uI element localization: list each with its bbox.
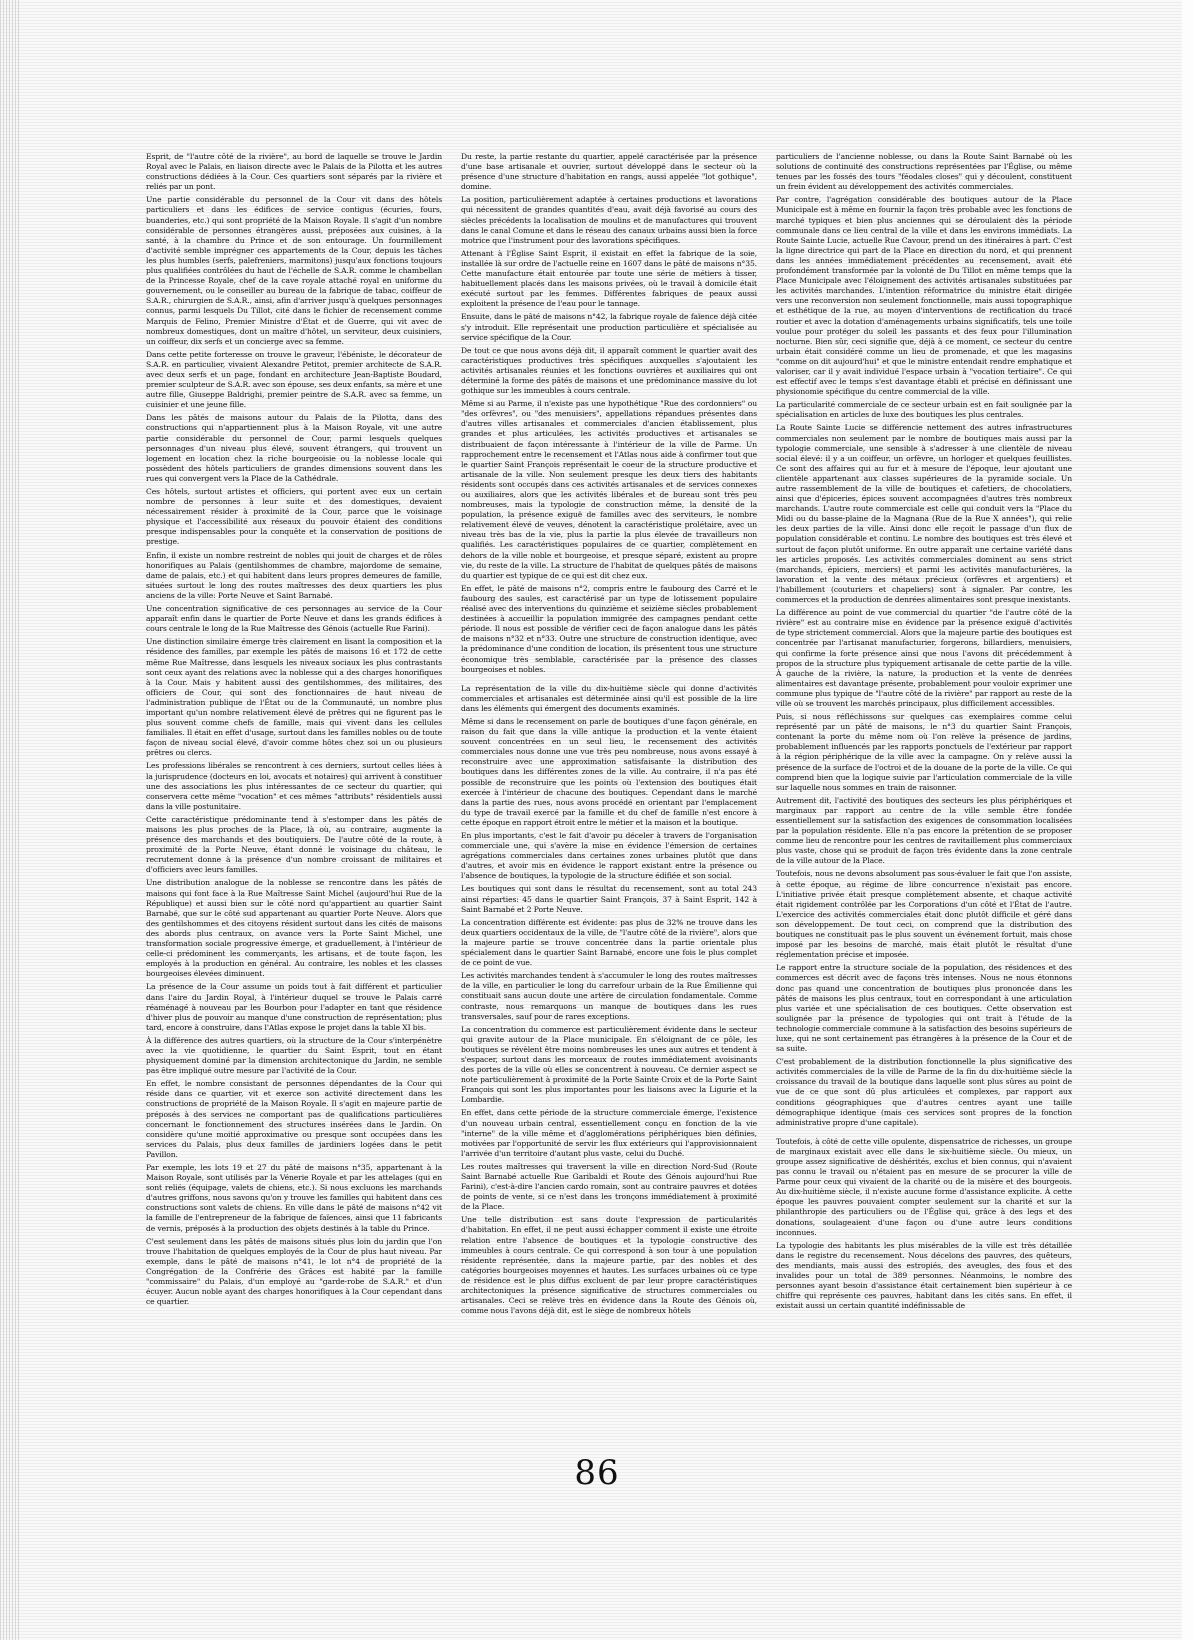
paragraph: En effet, le pâté de maisons n°2, compris entre le faubourg des Carré et le faubourg des saules, est caractérisé par un type de lotissement populaire réalisé avec des interventions du quinzième et seizième siècles probablement destinées à accueillir la population immigrée des campagnes pendant cette période. Il nous est possible de vérifier ceci de façon analogue dans les pâtés de maisons n°32 et n°33. Outre une structure de construction identique, avec la prédominance d'une condition de location, ils présentent tous une structure économique très semblable, caractérisée par la présence des classes bourgeoises et nobles. [461, 583, 757, 674]
paragraph: Dans les pâtés de maisons autour du Palais de la Pilotta, dans des constructions qui n'appartiennent plus à la Maison Royale, vit une autre partie considérable du personnel de Cour, parmi lesquels quelques personnages d'un niveau plus élevé, souvent étrangers, qui trouvent un logement en location chez la riche bourgeoisie ou la noblesse locale qui possèdent des hôtels particuliers de grandes dimensions souvent dans les rues qui convergent vers la Place de la Cathédrale. [146, 413, 442, 483]
paragraph: Une concentration significative de ces personnages au service de la Cour apparaît enfin dans le quartier de Porte Neuve et dans les grands édifices à cours centrale le long de la Rue Maîtresse des Génois (actuelle Rue Farini). [146, 604, 442, 634]
paragraph: Dans cette petite forteresse on trouve le graveur, l'ébéniste, le décorateur de S.A.R. en particulier, vivaient Alexandre Petitot, premier architecte de S.A.R. avec deux serfs et un page, fondant en architecture Jean-Baptiste Boudard, premier sculpteur de S.A.R. avec son épouse, ses deux enfants, sa mère et une autre fille, Giuseppe Baldrighi, premier peintre de S.A.R. avec sa femme, un cuisinier et une jeune fille. [146, 349, 442, 410]
page-number: 86 [574, 1453, 620, 1493]
paragraph: C'est probablement de la distribution fonctionnelle la plus significative des activités commerciales de la ville de Parme de la fin du dix-huitième siècle la croissance du travail de la boutique dans laquelle sont plus sûres au point de vue de ce que sont dû plus articulées et complexes, par rapport aux conditions géographiques que d'autres centres ayant une taille démographique identique (mais ces services sont propres de la fonction administrative propre d'une capitale). [776, 1057, 1072, 1127]
paragraph: Même si au Parme, il n'existe pas une hypothétique "Rue des cordonniers" ou "des orfèvres", ou "des menuisiers", appellations répandues présentes dans d'autres villes artisanales et commerciales d'ancien établissement, plus grandes et plus articulées, les activités productives et artisanales se distribuaient de façon intéressante à l'intérieur de la ville de Parme. Un rapprochement entre le recensement et l'Atlas nous aide à confirmer tout que le quartier Saint François représentait le coeur de la structure productive et artisanale de la ville. Non seulement presque les deux tiers des habitants résidents sont occupés dans ces activités artisanales et de services connexes ou auxiliaires, alors que les activités libérales et de bureau sont très peu nombreuses, mais la typologie de construction même, la densité de la population, la présence exiguë de familles avec des serviteurs, le nombre relativement élevé de veuves, dénotent la caractéristique prolétaire, avec un niveau très bas de la vie, plus la partie la plus élevée de travailleurs non qualifiés. Les caractéristiques populaires de ce quartier, complètement en dehors de la ville noble et bourgeoise, et presque séparé, existent au propre vie, du reste de la ville. La structure de l'habitat de quelques pâtés de maisons du quartier est typique de ce qui est dit chez eux. [461, 399, 757, 580]
scan-left-edge [0, 0, 20, 1640]
paragraph: La particularité commerciale de ce secteur urbain est en fait soulignée par la spécialisation en articles de luxe des boutiques les plus centrales. [776, 400, 1072, 420]
paragraph: Une partie considérable du personnel de la Cour vit dans des hôtels particuliers et dans les édifices de service contigus (écuries, fours, buanderies, etc.) qui sont propriété de la Maison Royale. Il s'agit d'un nombre considérable de personnes étrangères aussi, préposées aux cuisines, à la santé, à la chambre du Prince et de son entourage. Un fourmillement d'activité semble imprégner ces appartements de la Cour, depuis les tâches les plus humbles (serfs, palefreniers, marmitons) jusqu'aux fonctions toujours plus qualifiées contrôlées du haut de l'échelle de S.A.R. comme le chambellan de la Princesse Royale, chef de la cave royale attaché royal en uniforme du gouvernement, ou le conseiller au bureau de la fabrique de tabac, coiffeur de S.A.R., chirurgien de S.A.R., ainsi, afin d'arriver jusqu'à quelques personnages connus, parmi lesquels Du Tillot, cité dans le fichier de recensement comme Marquis de Felino, Premier Ministre d'État et de Guerre, qui vit avec de nombreux domestiques, dont un maître d'hôtel, un serviteur, deux cuisiniers, un coiffeur, dix serfs et un concierge avec sa femme. [146, 195, 442, 346]
paragraph: De tout ce que nous avons déjà dit, il apparaît comment le quartier avait des caractéristiques productives très spécifiques auxquelles s'ajoutaient les activités artisanales réunies et les fonctions ouvrières et auxiliaires qui ont déterminé la forme des pâtés de maisons et une prédominance massive du lot gothique sur les immeubles à cours centrale. [461, 345, 757, 396]
paragraph: En effet, le nombre consistant de personnes dépendantes de la Cour qui réside dans ce quartier, vit et exerce son activité directement dans les constructions de propriété de la Maison Royale. Il s'agit en majeure partie de préposés à des services ne comportant pas de qualifications particulières concernant le fonctionnement des structures insérées dans le Jardin. On considère qu'une moitié approximative ou presque sont occupées dans les services du Palais, plus deux familles de jardiniers logées dans le petit Pavillon. [146, 1079, 442, 1159]
paragraph: Par exemple, les lots 19 et 27 du pâté de maisons n°35, appartenant à la Maison Royale, sont utilisés par la Vénerie Royale et par les attelages (qui en sont reliés (équipage, valets de chiens, etc.). Si nous excluons les marchands d'autres griffons, nous savons qu'on y trouve les familles qui habitent dans ces constructions sont valets de chiens. En ville dans le pâté de maisons n°42 vit la famille de l'entrepreneur de la fabrique de faïences, ainsi que 11 fabricants de vernis, préposés à la production des objets destinés à la table du Prince. [146, 1163, 442, 1233]
paragraph: La présence de la Cour assume un poids tout à fait différent et particulier dans l'aire du Jardin Royal, à l'intérieur duquel se trouve le Palais carré réaménagé à nouveau par les Bourbon pour l'adapter en tant que résidence d'hiver plus de pouvoir au manque d'une construction de représentation; plus tard, encore à construire, dans l'Atlas expose le projet dans la table XI bis. [146, 982, 442, 1032]
paragraph: Ces hôtels, surtout artistes et officiers, qui portent avec eux un certain nombre de personnes à leur suite et des domestiques, devaient nécessairement résider à proximité de la Cour, parce que le voisinage physique et l'accessibilité aux réseaux du pouvoir étaient des conditions presque indispensables pour la conquête et la conservation de positions de prestige. [146, 487, 442, 547]
paragraph: Autrement dit, l'activité des boutiques des secteurs les plus périphériques et marginaux par rapport au centre de la ville semble être fondée essentiellement sur la satisfaction des exigences de consommation localisées par la population résidente. Elle n'a pas encore la prétention de se proposer comme lieu de rencontre pour les centres de ravitaillement plus commerciaux plus vaste, chose qui se produit de façon très évidente dans la zone centrale de la ville autour de la Place. [776, 795, 1072, 866]
paragraph: Puis, si nous réfléchissons sur quelques cas exemplaires comme celui représenté par un pâté de maisons, le n°3 du quartier Saint François, contenant la porte du même nom où l'on relève la présence de jardins, probablement influencés par les rapports ponctuels de l'extérieur par rapport à la région périphérique de la ville avec la campagne. On y relève aussi la présence de la surface de l'octroi et de la douane de la porte de la ville. Ce qui comprend bien que la logique suivie par l'articulation commerciale de la ville sur laquelle nous sommes en train de raisonner. [776, 712, 1072, 792]
paragraph: Toutefois, à côté de cette ville opulente, dispensatrice de richesses, un groupe de marginaux existait avec elle dans le six-huitième siècle. Ou mieux, un groupe assez significative de déshérités, exclus et bien connus, qui n'avaient pas connu le travail ou n'étaient pas en mesure de se procurer la ville de Parme pour ceux qui vivaient de la charité ou de la misère et des bourgeois. Au dix-huitième siècle, il n'existe aucune forme d'assistance explicite. À cette époque les pauvres pouvaient compter seulement sur la charité et sur la philanthropie des particuliers ou de l'Église qui, grâce à des legs et des donations, soulageaient d'une façon ou d'une autre leurs conditions inconnues. [776, 1136, 1072, 1237]
paragraph: Esprit, de "l'autre côté de la rivière", au bord de laquelle se trouve le Jardin Royal avec le Palais, en liaison directe avec le Palais de la Pilotta et les autres constructions dédiées à la Cour. Ces quartiers sont séparés par la rivière et reliés par un pont. [146, 152, 442, 192]
paragraph: La concentration du commerce est particulièrement évidente dans le secteur qui gravite autour de la Place municipale. En s'éloignant de ce pôle, les boutiques se révèlent être moins nombreuses les unes aux autres et tendent à s'espacer, surtout dans les morceaux de routes immédiatement avoisinants des portes de la ville où elles se concentrent à nouveau. Ce dernier aspect se note particulièrement à proximité de la Porte Sainte Croix et de la Porte Saint François qui sont les plus importantes pour les liaisons avec la Ligurie et la Lombardie. [461, 1024, 757, 1105]
paragraph: La concentration différente est évidente: pas plus de 32% ne trouve dans les deux quartiers occidentaux de la ville, de "l'autre côté de la rivière", alors que la majeure partie se trouve concentrée dans la partie orientale plus spécialement dans le quartier Saint Barnabé, encore une fois le plus complet de ce point de vue. [461, 917, 757, 968]
paragraph: Le rapport entre la structure sociale de la population, des résidences et des commerces est décrit avec de façons très intenses. Nous ne nous étonnons donc pas quand une concentration de boutiques plus prononcée dans les pâtés de maisons les plus centraux, tout en correspondant à une articulation plus variée et une spécialisation de ces boutiques. Cette observation est soulignée par la présence de typologies qui ont trait à l'étude de la technologie commerciale commune à la satisfaction des besoins supérieurs de luxe, qui ne sont certainement pas étrangères à la présence de la Cour et de sa suite. [776, 963, 1072, 1054]
paragraph: Ensuite, dans le pâté de maisons n°42, la fabrique royale de faïence déjà citée s'y introduit. Elle représentait une production particulière et spécialisée au service spécifique de la Cour. [461, 312, 757, 342]
paragraph: Les boutiques qui sont dans le résultat du recensement, sont au total 243 ainsi réparties: 45 dans le quartier Saint François, 37 à Saint Esprit, 142 à Saint Barnabé et 2 Porte Neuve. [461, 884, 757, 914]
paragraph: Même si dans le recensement on parle de boutiques d'une façon générale, en raison du fait que dans la ville antique la production et la vente étaient souvent concentrées en un seul lieu, le recensement des activités commerciales nous donne une vue très peu nombreuse, nous avons essayé à reconstruire avec une approximation satisfaisante la distribution des boutiques dans les différentes zones de la ville. Au contraire, il n'a pas été possible de reconstruire que les points où l'extension des boutiques était exercée à l'intérieur de chacune des boutiques. Cependant dans le marché dans la partie des rues, nous avons procédé en orientant par l'emplacement du type de travail exercé par la famille et du chef de famille n'est encore à cette époque en rapport étroit entre le métier et la maison et la boutique. [461, 716, 757, 827]
paragraph: En effet, dans cette période de la structure commerciale émerge, l'existence d'un nouveau urbain central, essentiellement conçu en fonction de la vie "interne" de la ville même et d'agglomérations périphériques bien définies, motivées par l'opportunité de servir les flux extérieurs qui l'approvisionnaient l'arrivée d'un territoire d'autant plus vaste, celui du Duché. [461, 1108, 757, 1158]
page-body [146, 152, 1072, 1512]
scan-right-edge [1182, 0, 1194, 1640]
paragraph: Les activités marchandes tendent à s'accumuler le long des routes maîtresses de la ville, en particulier le long du carrefour urbain de la Rue Émilienne qui constituait sans aucun doute une artère de circulation fondamentale. Comme contraste, nous remarquons un manque de boutiques dans les rues transversales, sauf pour de rares exceptions. [461, 971, 757, 1021]
paragraph: Cette caractéristique prédominante tend à s'estomper dans les pâtés de maisons les plus proches de la Place, là où, au contraire, augmente la présence des marchands et des boutiquiers. De l'autre côté de la route, à proximité de la Porte Neuve, étant donné le voisinage du château, le recrutement donne à la présence d'un nombre croissant de militaires et d'officiers avec leurs familles. [146, 814, 442, 875]
paragraph: particuliers de l'ancienne noblesse, ou dans la Route Saint Barnabé où les solutions de continuité des constructions représentées par l'Église, ou même tenues par les fossés des tours "féodales closes" qui y découlent, constituent un frein évident au développement des activités commerciales. [776, 152, 1072, 192]
paragraph: La différence au point de vue commercial du quartier "de l'autre côté de la rivière" est au contraire mise en évidence par la présence exiguë d'activités de type strictement commercial. Alors que la majeure partie des boutiques est concentrée par l'artisanat manufacturier, forgerons, billardiers, menuisiers, qui confirme la forte présence ainsi que nous l'avons dit précédemment à propos de la structure plus typiquement artisanale de cette partie de la ville. À gauche de la rivière, la nature, la production et la vente de denrées alimentaires est davantage présente, probablement pour vouloir exprimer une commune plus typique de "l'autre côté de la rivière" par rapport au reste de la ville où se trouvent les marchés principaux, plus difficilement accessibles. [776, 608, 1072, 708]
paragraph: Toutefois, nous ne devons absolument pas sous-évaluer le fait que l'on assiste, à cette époque, au régime de libre concurrence n'existait pas encore. L'initiative privée était presque complètement absente, et chaque activité était rigidement contrôlée par les Corporations d'un côté et l'État de l'autre. L'exercice des activités commerciales était donc plutôt difficile et géré dans son développement. De tout ceci, on comprend que la distribution des boutiques ne constituait pas le plus souvent un événement fortuit, mais chose imposé par les besoins de marché, mais était plutôt le résultat d'une réglementation précise et imposée. [776, 869, 1072, 960]
paragraph: Une telle distribution est sans doute l'expression de particularités d'habitation. En effet, il ne peut aussi échapper comment il existe une étroite relation entre l'absence de boutiques et la typologie constructive des immeubles à cours centrale. Ce qui correspond à son tour à une population résidente représentée, dans la majeure partie, par des nobles et des catégories bourgeoises moyennes et hautes. Les surfaces urbaines où ce type de résidence est le plus diffus excluent de par leur propre caractéristiques architectoniques la présence significative de structures commerciales ou artisanales. Ceci se relève très en évidence dans la Route des Génois où, comme nous l'avons déjà dit, est le siège de nombreux hôtels [461, 1215, 757, 1316]
paragraph: La position, particulièrement adaptée à certaines productions et lavorations qui nécessitent de grandes quantités d'eau, avait déjà favorisé au cours des siècles précédents la localisation de moulins et de manufactures qui trouvent dans le canal Comune et dans le réseau des canaux urbains aussi bien la force motrice que l'instrument pour des lavorations spécifiques. [461, 195, 757, 245]
paragraph: Attenant à l'Église Saint Esprit, il existait en effet la fabrique de la soie, installée là sur ordre de l'actuelle reine en 1607 dans le pâté de maisons n°35. Cette manufacture était entourée par toute une série de métiers à tisser, habituellement placés dans les maisons privées, où le travail à domicile était exécuté surtout par les femmes. Différentes fabriques de peaux aussi exploitent la présence de l'eau pour le tannage. [461, 248, 757, 309]
paragraph: Les routes maîtresses qui traversent la ville en direction Nord-Sud (Route Saint Barnabé actuelle Rue Garibaldi et Route des Génois aujourd'hui Rue Farini), c'est-à-dire l'ancien cardo romain, sont au contraire pauvres et dotées de points de vente, si ce n'est dans les tronçons immédiatement à proximité de la Place. [461, 1161, 757, 1212]
text-column-1 [146, 152, 442, 1512]
paragraph: Enfin, il existe un nombre restreint de nobles qui jouit de charges et de rôles honorifiques au Palais (gentilshommes de chambre, majordome de semaine, dame de palais, etc.) et qui habitent dans leurs propres demeures de famille, situées surtout le long des routes maîtresses des deux quartiers les plus anciens de la ville: Porte Neuve et Saint Barnabé. [146, 550, 442, 600]
paragraph: Une distinction similaire émerge très clairement en lisant la composition et la résidence des familles, par exemple les pâtés de maisons 16 et 172 de cette même Rue Maîtresse, dans lesquels les niveaux sociaux les plus contrastants sont ceux ayant des relations avec la noblesse qui a des charges honorifiques à la Cour. Mais y habitent aussi des gentilshommes, des militaires, des officiers de Cour, qui sont des fonctionnaires de haut niveau de l'administration publique de l'État ou de la Communauté, un nombre plus important qu'un nombre relativement élevé de prêtres qui ne figurent pas le plus souvent comme chefs de famille, mais qui vivent dans les cellules familiales. Il était en effet d'usage, surtout dans les familles nobles ou de toute façon de niveau social élevé, d'avoir comme hôtes chez soi un ou plusieurs prêtres ou clercs. [146, 637, 442, 758]
paragraph: Une distribution analogue de la noblesse se rencontre dans les pâtés de maisons qui font face à la Rue Maîtresse Saint Michel (aujourd'hui Rue de la République) et aussi bien sur le côté nord qu'appartient au quartier Saint Barnabé, que sur le côté sud appartenant au quartier Porte Neuve. Alors que des gentilshommes et des citoyens résident surtout dans les cités de maisons des abords plus centraux, on avance vers la Porte Saint Michel, une transformation sociale progressive émerge, et graduellement, à l'intérieur de celle-ci prédominent les commerçants, les artisans, et de toute façon, les employés à la production en général. Au contraire, les nobles et les classes bourgeoises élevées diminuent. [146, 878, 442, 979]
paragraph: La Route Sainte Lucie se différencie nettement des autres infrastructures commerciales non seulement par le nombre de boutiques mais aussi par la typologie commerciale, une sensible à s'adresser à une clientèle de niveau social élevé: il y a un coiffeur, un orfèvre, un horloger et quelques feuillistes. Ce sont des affaires qui au fur et à mesure de l'époque, leur ajoutant une clientèle appartenant aux classes supérieures de la pyramide sociale. Un autre rassemblement de la ville de boutiques et cafetiers, de chocolatiers, ainsi que d'épiceries, épices souvent accompagnées d'autres très nombreux marchands. L'autre route commerciale est celle qui conduit vers la "Place du Midi ou du basse-plaine de la Magnana (Rue de la Rue X années"), qui relie les deux parties de la ville. Ainsi donc elle reçoit le passage d'un flux de population considérable et continu. Le nombre des boutiques est très élevé et surtout de façon plutôt uniforme. En outre apparaît une certaine variété dans les articles proposés. Les activités commerciales dominent au sens strict (marchands, épiciers, merciers) et parmi les activités manufacturières, la lavoration et la vente des métaux précieux (orfèvres et argentiers) et l'habillement (couturiers et chapeliers) sont à signaler. Par contre, les commerces et la production de denrées alimentaires sont presque inexistants. [776, 423, 1072, 605]
paragraph: En plus importants, c'est le fait d'avoir pu déceler à travers de l'organisation commerciale une, qui s'avère la mise en évidence l'émersion de certaines agrégations commerciales dans certaines zones urbaines plutôt que dans d'autres, et avoir mis en évidence le rapport existant entre la présence ou l'absence de boutiques, la typologie de la structure édifiée et son social. [461, 831, 757, 881]
paragraph: Du reste, la partie restante du quartier, appelé caractérisée par la présence d'une base artisanale et ouvrier, surtout développé dans le secteur où la présence d'une structure d'habitation en rangs, aussi appelée "lot gothique", domine. [461, 152, 757, 192]
paragraph: La représentation de la ville du dix-huitième siècle qui donne d'activités commerciales et artisanales est déterminée ainsi qu'il est possible de la lire dans les éléments qui émergent des documents examinés. [461, 683, 757, 713]
paragraph: Par contre, l'agrégation considérable des boutiques autour de la Place Municipale est à même en fournir la façon très probable avec les fonctions de marché typiques et bien plus anciennes qui se déroulaient dès la période communale dans ce lieu central de la ville et dans les environs immédiats. La Route Sainte Lucie, actuelle Rue Cavour, prend un des itinéraires à part. C'est la ligne directrice qui part de la Place en direction du nord, et qui prennent dans les années immédiatement précédentes au recensement, avait été profondément transformée par la volonté de Du Tillot en même temps que la Place Municipale avec l'éloignement des activités artisanales substituées par les activités marchandes. L'intention réformatrice du ministre était dirigée vers une reconversion non seulement fonctionnelle, mais aussi topographique et esthétique de la rue, au moyen d'interventions de rectification du tracé routier et avec la dotation d'aménagements urbains significatifs, tels une toile voulue pour protéger du soleil les passants et des feux pour l'illumination nocturne. Bien sûr, ceci signifie que, déjà à ce moment, ce secteur du centre urbain était considéré comme un lieu de promenade, et que les magasins "comme on dit aujourd'hui" et que le ministre entendait rendre emphatique et valoriser, car il y avait individué l'espace urbain à "vocation tertiaire". Ce qui est effectif avec le temps s'est davantage établi et précisé en définissant une physionomie spécifique du centre commercial de la ville. [776, 195, 1072, 397]
paragraph: À la différence des autres quartiers, où la structure de la Cour s'interpénètre avec la vie quotidienne, le quartier du Saint Esprit, tout en étant physiquement dominé par la dimension architectonique du Jardin, ne semble pas être impliqué outre mesure par l'activité de la Cour. [146, 1035, 442, 1076]
text-column-2 [461, 152, 757, 1512]
paragraph: Les professions libérales se rencontrent à ces derniers, surtout celles liées à la jurisprudence (docteurs en loi, avocats et notaires) qui arrivent à constituer une des associations les plus intéressantes de ce secteur du quartier, qui conservera cette même "vocation" et ces mêmes "attributs" résidentiels aussi dans la ville postunitaire. [146, 761, 442, 811]
paragraph: La typologie des habitants les plus misérables de la ville est très détaillée dans le registre du recensement. Nous décelons des pauvres, des quêteurs, des mendiants, mais aussi des estropiés, des aveugles, des fous et des invalides pour un total de 389 personnes. Néanmoins, le nombre des personnes ayant besoin d'assistance était certainement bien supérieur à ce chiffre qui représente ces pauvres, habitant dans les cités sans. En effet, il existait aussi un certain quantité indéfinissable de [776, 1240, 1072, 1311]
text-column-3 [776, 152, 1072, 1512]
paragraph: C'est seulement dans les pâtés de maisons situés plus loin du jardin que l'on trouve l'habitation de quelques employés de la Cour de plus haut niveau. Par exemple, dans le pâté de maisons n°41, le lot n°4 de propriété de la Congrégation de la Confrérie des Grâces est habité par la famille "commissaire" du Palais, d'un employé au "garde-robe de S.A.R." et d'un écuyer. Aucun noble ayant des charges honorifiques à la Cour cependant dans ce quartier. [146, 1236, 442, 1307]
